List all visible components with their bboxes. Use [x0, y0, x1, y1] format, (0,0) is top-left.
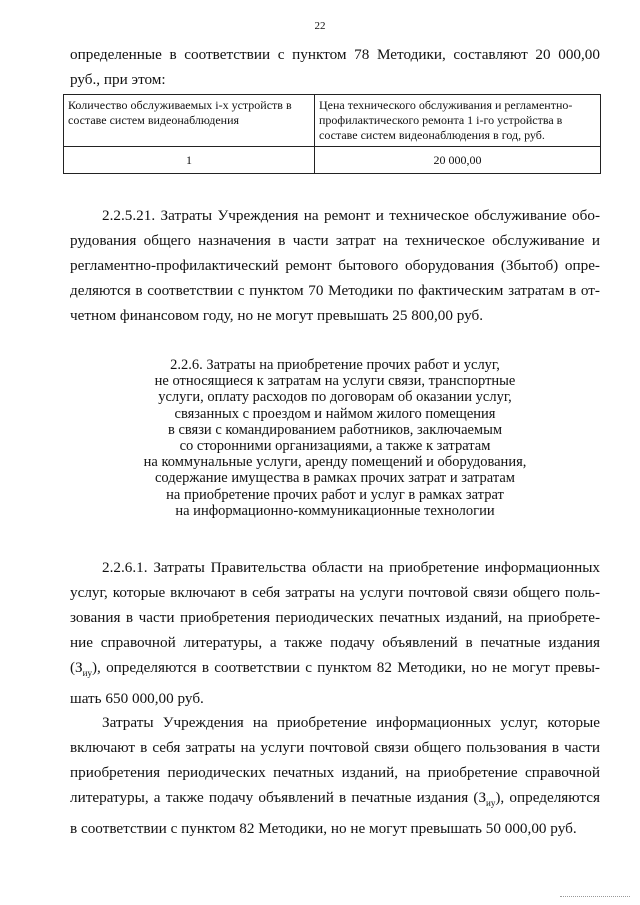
text-fragment: литературы, а также подачу объявлений в печатные издания (З — [70, 789, 487, 806]
table-header-row — [64, 95, 601, 147]
text-line: 2.2.6.1. Затраты Правительства области на приобретение информационных — [102, 559, 600, 576]
section-2-2-5-21 — [70, 203, 600, 328]
table-header-cell: Цена технического обслуживания и регламентно-профилактического ремонта 1 i-го устройства в составе систем видеонаблюдения в год, руб. — [315, 95, 601, 147]
text-fragment: (З — [70, 659, 83, 676]
heading-line: не относящиеся к затратам на услуги связи, транспортные — [154, 373, 516, 390]
text-line: ние справочной литературы, а также подачу объявлений в печатные издания — [70, 634, 600, 651]
section-heading-2-2-6 — [60, 357, 610, 519]
text-line: деляются в соответствии с пунктом 70 Методики по фактическим затратам в от- — [70, 282, 600, 299]
text-line — [70, 655, 600, 686]
heading-line: связанных с проездом и наймом жилого помещения — [174, 405, 496, 422]
heading-line: содержание имущества в рамках прочих затрат и затратам — [155, 470, 515, 487]
heading-line: на коммунальные услуги, аренду помещений и оборудования, — [143, 454, 527, 471]
text-line: приобретения периодических печатных изданий, на приобретение справочной — [70, 764, 600, 781]
section-2-2-6-1 — [70, 555, 600, 711]
cost-table — [63, 94, 601, 174]
scan-artifact — [560, 896, 630, 903]
table-row — [64, 147, 601, 174]
text-line: услуг, которые включают в себя затраты на услуги почтовой связи общего поль- — [70, 584, 600, 601]
text-line: шать 650 000,00 руб. — [70, 690, 204, 708]
intro-line: руб., при этом: — [70, 71, 166, 88]
text-fragment: ), определяются в соответствии с пунктом 82 Методики, но не могут превы- — [92, 659, 600, 676]
paragraph-uchrezhdenie — [70, 710, 600, 841]
text-line: четном финансовом году, но не могут превышать 25 800,00 руб. — [70, 307, 484, 324]
text-line: рудования общего назначения в части затрат на техническое обслуживание и — [70, 232, 600, 249]
text-fragment: ), определяются — [495, 789, 600, 806]
text-line: Затраты Учреждения на приобретение информационных услуг, которые — [102, 714, 600, 731]
heading-line: 2.2.6. Затраты на приобретение прочих работ и услуг, — [170, 357, 500, 373]
table-header-cell: Количество обслуживаемых i-х устройств в составе систем видеонаблюдения — [64, 95, 315, 147]
text-line: зования в части приобретения периодических печатных изданий, на приобрете- — [70, 609, 600, 626]
heading-line: услуги, оплату расходов по договорам об оказании услуг, — [158, 389, 512, 406]
heading-line: со сторонними организациями, а также к затратам — [179, 438, 491, 455]
heading-line: в связи с командированием работников, заключаемым — [167, 421, 503, 438]
text-line: в соответствии с пунктом 82 Методики, но не могут превышать 50 000,00 руб. — [70, 820, 577, 838]
text-line: 2.2.5.21. Затраты Учреждения на ремонт и техническое обслуживание обо- — [102, 207, 600, 224]
intro-line: определенные в соответствии с пунктом 78 Методики, составляют 20 000,00 — [70, 46, 600, 63]
heading-line: на информационно-коммуникационные технологии — [175, 502, 495, 519]
table-cell: 1 — [64, 147, 315, 174]
subscript: иу — [486, 798, 496, 809]
text-line: регламентно-профилактический ремонт бытового оборудования (Збытоб) опре- — [70, 257, 600, 274]
heading-line: на приобретение прочих работ и услуг в рамках затрат — [166, 486, 504, 503]
text-line — [70, 785, 600, 816]
table-cell: 20 000,00 — [315, 147, 601, 174]
subscript: иу — [82, 668, 92, 679]
intro-paragraph — [70, 42, 600, 92]
page-number: 22 — [314, 20, 326, 32]
text-line: включают в себя затраты на услуги почтовой связи общего пользования в части — [70, 739, 600, 756]
